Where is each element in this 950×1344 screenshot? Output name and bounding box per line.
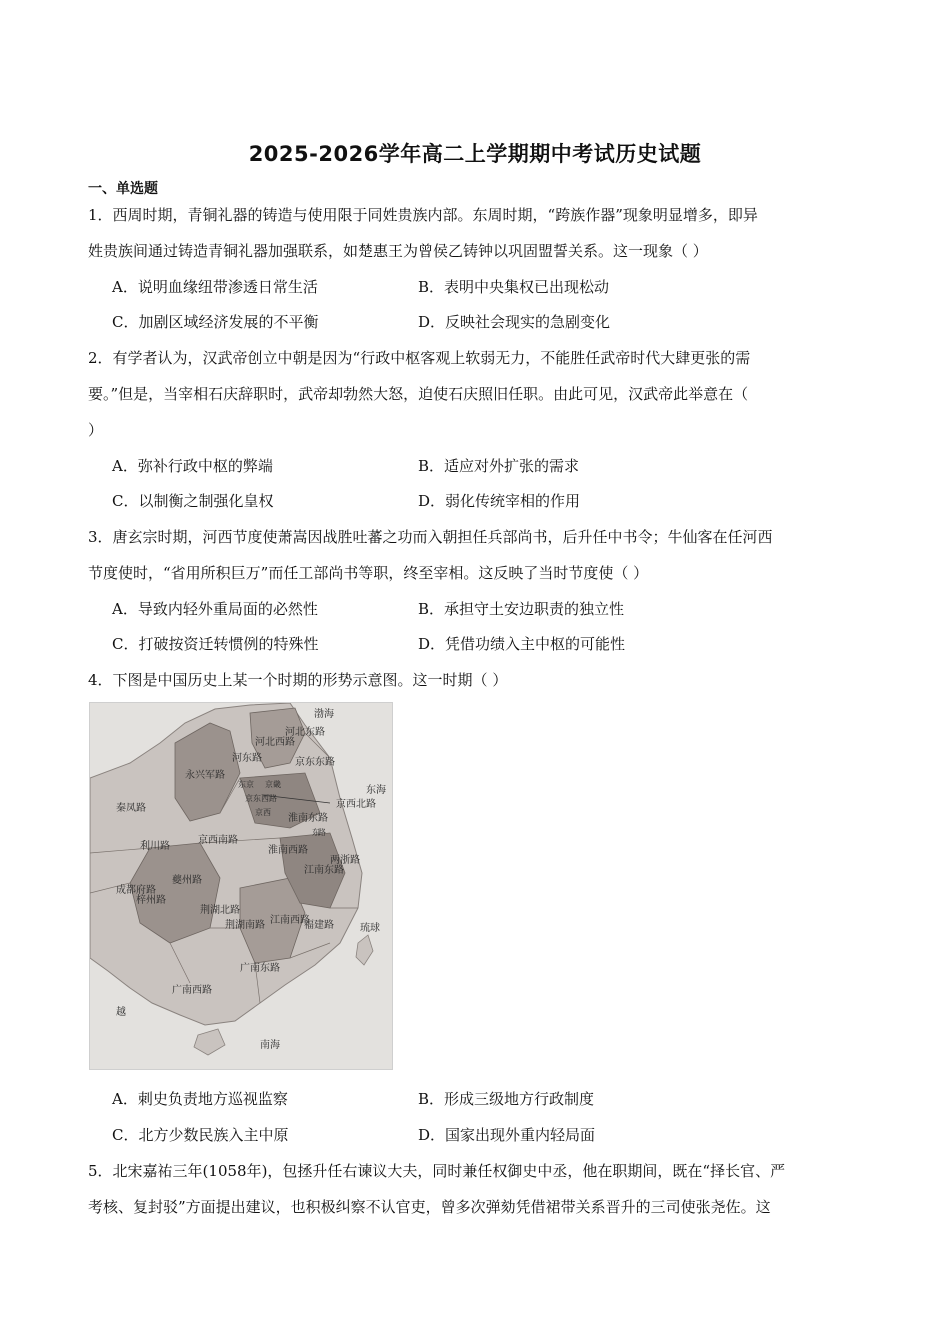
label-liuqiu: 琉球 — [360, 923, 380, 934]
question-5-line-2: 考核、复封驳”方面提出建议，也积极纠察不认官吏，曾多次弹劾凭借裙带关系晋升的三司使张尧佐。这 — [88, 1198, 771, 1216]
label-jingxi-small: 京西 — [255, 808, 271, 817]
label-lizhou: 利川路 — [140, 841, 170, 852]
question-2-option-c[interactable]: C．以制衡之制强化皇权 — [112, 492, 274, 510]
label-huainan-e: 淮南东路 — [288, 813, 328, 824]
label-small-c: 东 — [312, 828, 320, 837]
label-jinghu-n: 荆湖北路 — [200, 905, 240, 916]
question-1-option-d[interactable]: D．反映社会现实的急剧变化 — [418, 313, 611, 331]
question-3-line-1: 3．唐玄宗时期，河西节度使萧嵩因战胜吐蕃之功而入朝担任兵部尚书，后升任中书令；牛仙客在任河西 — [88, 528, 773, 546]
question-3-line-2: 节度使时，“省用所积巨万”而任工部尚书等职，终至宰相。这反映了当时节度使（ ） — [88, 564, 649, 582]
question-1-line-1: 1．西周时期，青铜礼器的铸造与使用限于同姓贵族内部。东周时期，“跨族作器”现象明显增多，即异 — [88, 206, 758, 224]
label-yongxing: 永兴军路 — [185, 770, 225, 781]
label-sea-east: 东海 — [366, 785, 386, 796]
question-4-option-d[interactable]: D．国家出现外重内轻局面 — [418, 1126, 596, 1144]
label-kuizhou: 夔州路 — [172, 875, 202, 886]
label-guangnan-w: 广南西路 — [172, 985, 212, 996]
label-chengdu: 成都府路 — [116, 885, 156, 896]
question-4-line-1: 4．下图是中国历史上某一个时期的形势示意图。这一时期（ ） — [88, 671, 508, 689]
question-3-option-d[interactable]: D．凭借功绩入主中枢的可能性 — [418, 635, 626, 653]
label-guangnan-e: 广南东路 — [240, 963, 280, 974]
question-2-option-b[interactable]: B．适应对外扩张的需求 — [418, 457, 580, 475]
question-1-option-a[interactable]: A．说明血缘纽带渗透日常生活 — [112, 278, 318, 296]
label-hedong: 河东路 — [232, 753, 262, 764]
label-fujian: 福建路 — [304, 920, 334, 931]
label-jinghu-s: 荆湖南路 — [225, 920, 265, 931]
label-small-d: 路 — [318, 828, 326, 837]
question-5-line-1: 5．北宋嘉祐三年(1058年)，包拯升任右谏议大夫，同时兼任权御史中丞，他在职期间，既在“择长官、严 — [88, 1162, 786, 1180]
label-zizhou: 梓州路 — [136, 895, 166, 906]
label-jingxi-s: 京西南路 — [198, 835, 238, 846]
question-2-line-3: ） — [88, 421, 104, 439]
label-hebei-e: 河北东路 — [285, 727, 325, 738]
section-heading: 一、单选题 — [88, 181, 158, 197]
song-dynasty-map — [89, 702, 393, 1070]
page-title: 2025-2026学年高二上学期期中考试历史试题 — [248, 142, 702, 166]
question-3-option-b[interactable]: B．承担守土安边职责的独立性 — [418, 600, 625, 618]
question-2-line-1: 2．有学者认为，汉武帝创立中朝是因为“行政中枢客观上软弱无力，不能胜任武帝时代大肆更张的需 — [88, 349, 751, 367]
label-jiangnan-e: 江南东路 — [304, 865, 344, 876]
label-sea-bo: 渤海 — [314, 709, 334, 720]
question-1-option-b[interactable]: B．表明中央集权已出现松动 — [418, 278, 610, 296]
question-3-option-a[interactable]: A．导致内轻外重局面的必然性 — [112, 600, 318, 618]
label-jingdong-e: 京东东路 — [295, 757, 335, 768]
label-jingdong-w: 京东西路 — [245, 794, 277, 803]
label-huainan-w: 淮南西路 — [268, 845, 308, 856]
map-svg — [90, 703, 392, 1069]
label-jiangnan-w: 江南西路 — [270, 915, 310, 926]
label-small-b: 京畿 — [265, 780, 281, 789]
question-1-line-2: 姓贵族间通过铸造青铜礼器加强联系，如楚惠王为曾侯乙铸钟以巩固盟誓关系。这一现象（ ） — [88, 242, 708, 260]
question-2-line-2: 要。”但是，当宰相石庆辞职时，武帝却勃然大怒，迫使石庆照旧任职。由此可见，汉武帝此举意在（ — [88, 385, 749, 403]
question-2-option-a[interactable]: A．弥补行政中枢的弊端 — [112, 457, 273, 475]
label-jingxi-n: 京西北路 — [336, 799, 376, 810]
question-4-option-a[interactable]: A．刺史负责地方巡视监察 — [112, 1090, 288, 1108]
label-qinfeng: 秦凤路 — [116, 803, 146, 814]
question-1-option-c[interactable]: C．加剧区域经济发展的不平衡 — [112, 313, 319, 331]
label-hebei-w: 河北西路 — [255, 737, 295, 748]
question-3-option-c[interactable]: C．打破按资迁转惯例的特殊性 — [112, 635, 319, 653]
question-2-option-d[interactable]: D．弱化传统宰相的作用 — [418, 492, 581, 510]
label-small-a: 东京 — [238, 780, 254, 789]
question-4-option-b[interactable]: B．形成三级地方行政制度 — [418, 1090, 595, 1108]
label-yue: 越 — [116, 1007, 126, 1018]
label-liangzhe: 两浙路 — [330, 855, 360, 866]
question-4-option-c[interactable]: C．北方少数民族入主中原 — [112, 1126, 289, 1144]
label-sea-south: 南海 — [260, 1040, 280, 1051]
